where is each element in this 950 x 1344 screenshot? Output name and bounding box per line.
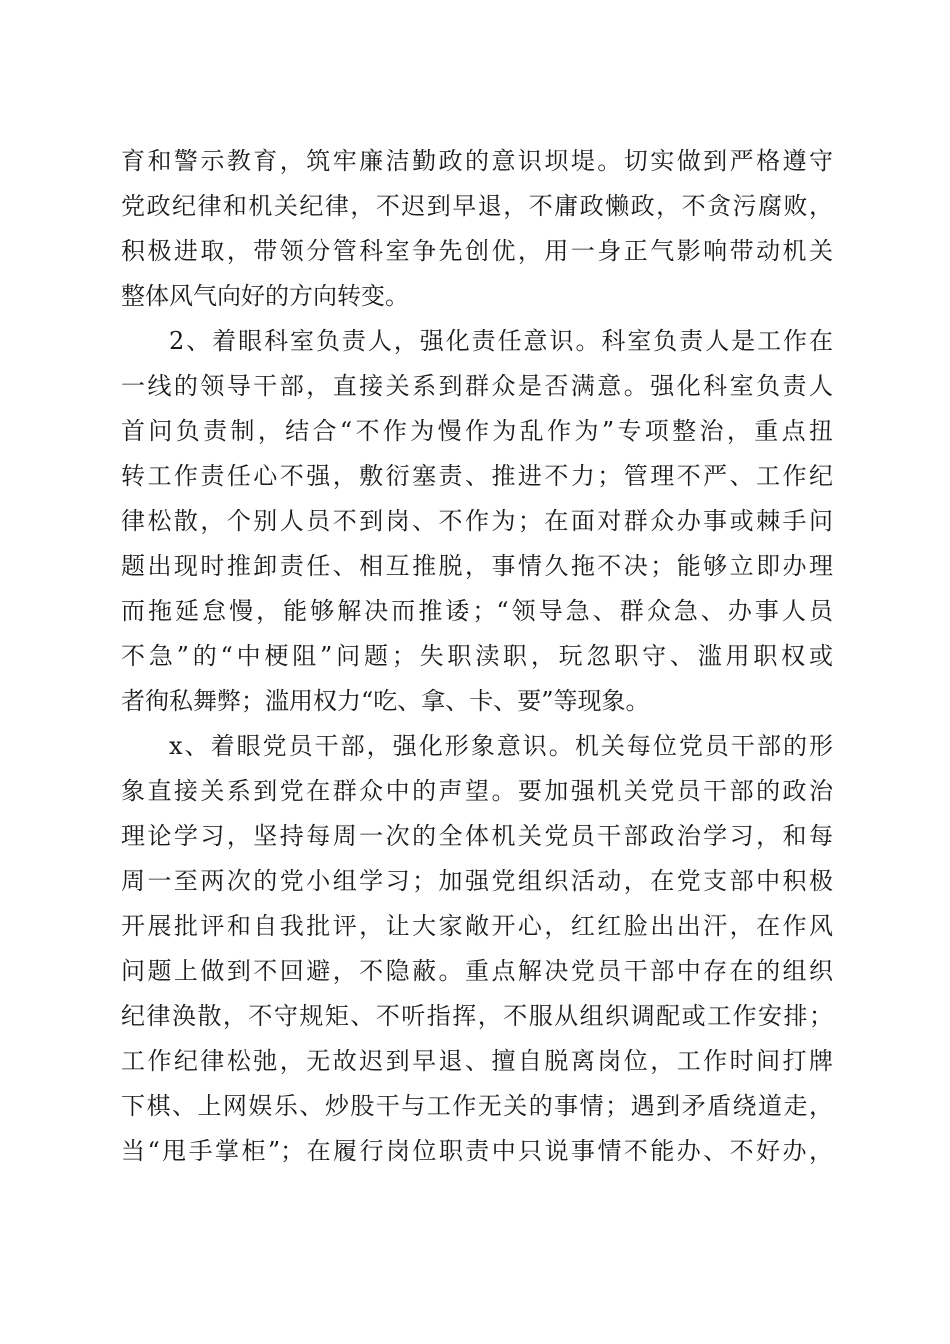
paragraph-line: 下棋、上网娱乐、炒股干与工作无关的事情；遇到矛盾绕道走， [121, 1092, 833, 1120]
paragraph-line: 者徇私舞弊；滥用权力“吃、拿、卡、要”等现象。 [121, 687, 650, 715]
paragraph-line: 而拖延怠慢，能够解决而推诿；“领导急、群众急、办事人员 [121, 597, 833, 625]
paragraph-line: 2、着眼科室负责人，强化责任意识。科室负责人是工作在 [169, 327, 833, 355]
paragraph-line: 不急”的“中梗阻”问题；失职渎职，玩忽职守、滥用职权或 [121, 642, 833, 670]
paragraph-line: 理论学习，坚持每周一次的全体机关党员干部政治学习，和每 [121, 822, 833, 850]
paragraph-line: 周一至两次的党小组学习；加强党组织活动，在党支部中积极 [121, 867, 833, 895]
paragraph-line: 工作纪律松弛，无故迟到早退、擅自脱离岗位，工作时间打牌 [121, 1047, 833, 1075]
paragraph-line: 当“甩手掌柜”；在履行岗位职责中只说事情不能办、不好办， [121, 1137, 833, 1165]
paragraph-line: 问题上做到不回避，不隐蔽。重点解决党员干部中存在的组织 [121, 957, 833, 985]
paragraph-line: 党政纪律和机关纪律，不迟到早退，不庸政懒政，不贪污腐败， [121, 192, 833, 220]
paragraph-line: x、着眼党员干部，强化形象意识。机关每位党员干部的形 [169, 732, 833, 760]
paragraph-line: 转工作责任心不强，敷衍塞责、推进不力；管理不严、工作纪 [121, 462, 833, 490]
paragraph-line: 开展批评和自我批评，让大家敞开心，红红脸出出汗，在作风 [121, 912, 833, 940]
paragraph-line: 整体风气向好的方向转变。 [121, 282, 409, 310]
paragraph-line: 积极进取，带领分管科室争先创优，用一身正气影响带动机关 [121, 237, 833, 265]
paragraph-line: 首问负责制，结合“不作为慢作为乱作为”专项整治，重点扭 [121, 417, 833, 445]
paragraph-line: 纪律涣散，不守规矩、不听指挥，不服从组织调配或工作安排； [121, 1002, 833, 1030]
paragraph-line: 律松散，个别人员不到岗、不作为；在面对群众办事或棘手问 [121, 507, 833, 535]
paragraph-line: 育和警示教育，筑牢廉洁勤政的意识坝堤。切实做到严格遵守 [121, 147, 833, 175]
paragraph-line: 一线的领导干部，直接关系到群众是否满意。强化科室负责人 [121, 372, 833, 400]
paragraph-line: 象直接关系到党在群众中的声望。要加强机关党员干部的政治 [121, 777, 833, 805]
paragraph-line: 题出现时推卸责任、相互推脱，事情久拖不决；能够立即办理 [121, 552, 833, 580]
